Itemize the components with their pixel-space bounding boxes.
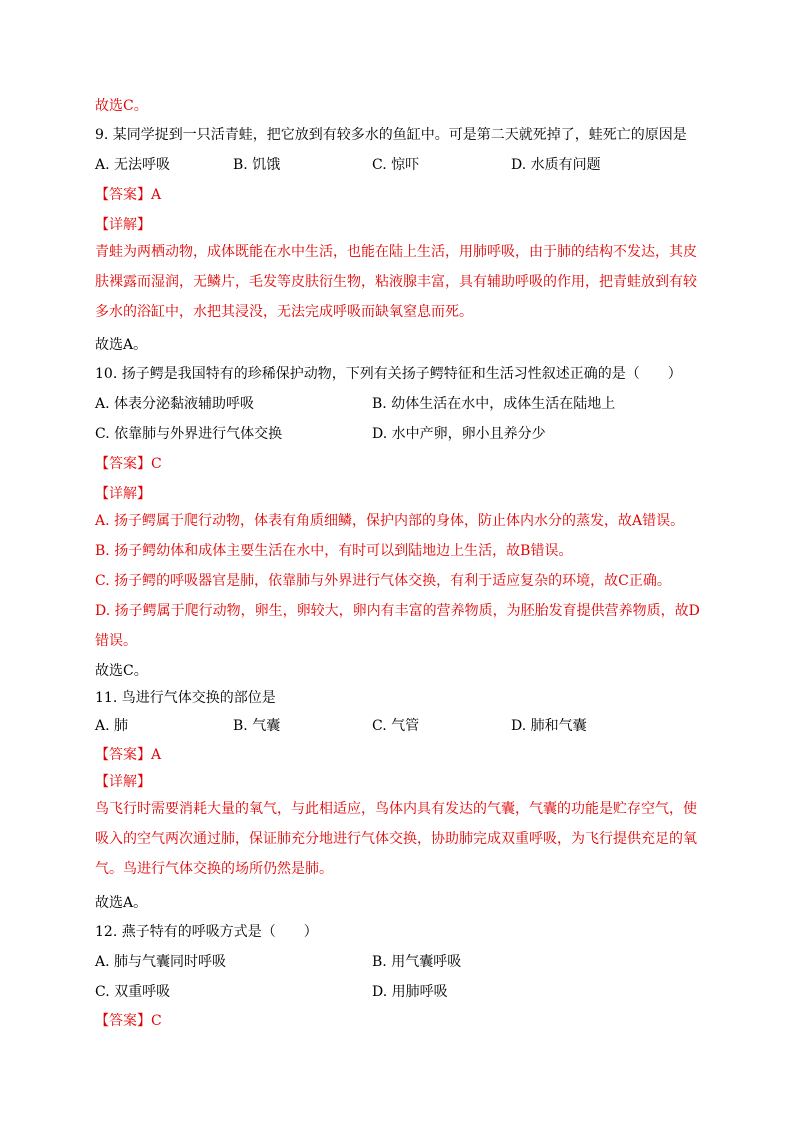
q9-explanation-line: 肤裸露而湿润，无鳞片，毛发等皮肤衍生物，粘液腺丰富，具有辅助呼吸的作用，把青蛙放到有较 (95, 274, 697, 290)
q11-option-c: C. 气管 (372, 718, 420, 734)
q11-answer: 【答案】A (95, 747, 162, 763)
q11-option-d: D. 肺和气囊 (511, 718, 587, 734)
q10-option-c: C. 依靠肺与外界进行气体交换 (95, 426, 283, 442)
q9-option-b: B. 饥饿 (233, 157, 281, 173)
q10-answer: 【答案】C (95, 456, 162, 472)
q12-option-c: C. 双重呼吸 (95, 984, 171, 1000)
q9-option-d: D. 水质有问题 (511, 157, 601, 173)
q11-conclusion: 故选A。 (95, 895, 148, 911)
q11-explanation (95, 794, 717, 884)
q9-option-a: A. 无法呼吸 (95, 157, 171, 173)
q10-option-d: D. 水中产卵，卵小且养分少 (372, 426, 546, 442)
q9-stem: 9. 某同学捉到一只活青蛙，把它放到有较多水的鱼缸中。可是第二天就死掉了，蛙死亡的原因是 (95, 127, 687, 143)
q11-option-a: A. 肺 (95, 718, 129, 734)
q11-option-b: B. 气囊 (233, 718, 281, 734)
q10-explanation-line: 错误。 (95, 633, 137, 649)
q9-explanation-line: 青蛙为两栖动物，成体既能在水中生活，也能在陆上生活，用肺呼吸，由于肺的结构不发达，其皮 (95, 244, 697, 260)
q11-explanation-line: 鸟飞行时需要消耗大量的氧气，与此相适应，鸟体内具有发达的气囊，气囊的功能是贮存空气，使 (95, 801, 697, 817)
q11-explanation-line: 气。鸟进行气体交换的场所仍然是肺。 (95, 861, 333, 877)
q11-explanation-line: 吸入的空气两次通过肺，保证肺充分地进行气体交换，协助肺完成双重呼吸，为飞行提供充足的氧 (95, 831, 697, 847)
q9-detail-label: 【详解】 (95, 217, 151, 233)
q10-explanation-line: B. 扬子鳄幼体和成体主要生活在水中，有时可以到陆地边上生活，故B错误。 (95, 543, 573, 559)
q11-stem: 11. 鸟进行气体交换的部位是 (95, 690, 276, 706)
q10-detail-label: 【详解】 (95, 486, 151, 502)
q10-option-b: B. 幼体生活在水中，成体生活在陆地上 (372, 396, 616, 412)
q10-option-a: A. 体表分泌黏液辅助呼吸 (95, 396, 255, 412)
q9-explanation-line: 多水的浴缸中，水把其浸没，无法完成呼吸而缺氧窒息而死。 (95, 304, 473, 320)
q9-conclusion: 故选A。 (95, 337, 148, 353)
q12-answer: 【答案】C (95, 1013, 162, 1029)
q10-explanation (95, 506, 717, 656)
q12-option-d: D. 用肺呼吸 (372, 984, 448, 1000)
q12-stem: 12. 燕子特有的呼吸方式是（ ） (95, 924, 318, 940)
q10-conclusion: 故选C。 (95, 663, 148, 679)
q8-conclusion: 故选C。 (95, 98, 148, 114)
q10-stem: 10. 扬子鳄是我国特有的珍稀保护动物，下列有关扬子鳄特征和生活习性叙述正确的是（ ） (95, 366, 682, 382)
q10-explanation-line: C. 扬子鳄的呼吸器官是肺，依靠肺与外界进行气体交换，有利于适应复杂的环境，故C正确。 (95, 573, 671, 589)
q10-explanation-line: D. 扬子鳄属于爬行动物，卵生，卵较大，卵内有丰富的营养物质，为胚胎发育提供营养物质，故D (95, 603, 700, 619)
q9-option-c: C. 惊吓 (372, 157, 420, 173)
q12-option-b: B. 用气囊呼吸 (372, 954, 462, 970)
q9-explanation (95, 237, 717, 327)
q10-explanation-line: A. 扬子鳄属于爬行动物，体表有角质细鳞，保护内部的身体，防止体内水分的蒸发，故A错误。 (95, 513, 685, 529)
q12-option-a: A. 肺与气囊同时呼吸 (95, 954, 227, 970)
q11-detail-label: 【详解】 (95, 774, 151, 790)
q9-answer: 【答案】A (95, 187, 162, 203)
